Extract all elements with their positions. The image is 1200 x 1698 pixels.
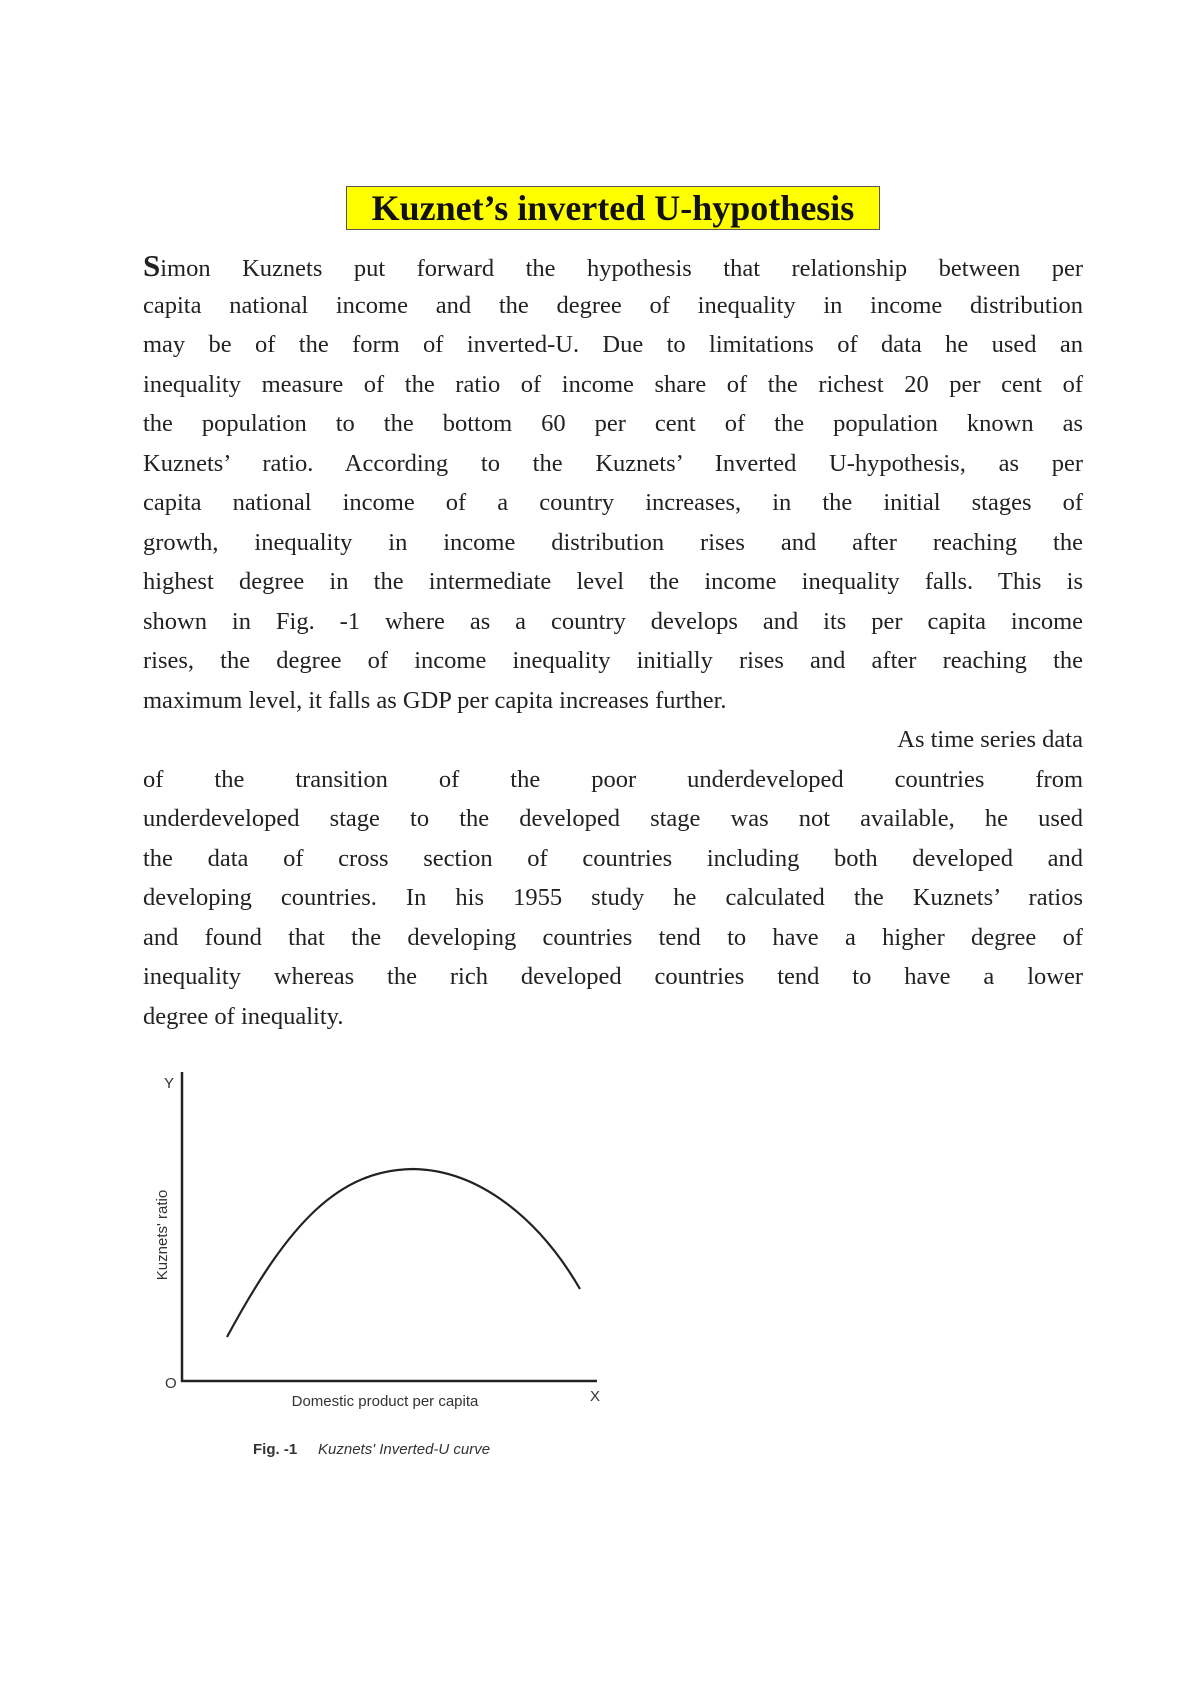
page-title: Kuznet’s inverted U-hypothesis bbox=[346, 186, 880, 230]
text-line: and found that the developing countries tend to have a higher degree of bbox=[143, 923, 1083, 951]
text-line: of the transition of the poor underdeveloped countries from bbox=[143, 765, 1083, 793]
drop-cap: S bbox=[143, 248, 161, 283]
text-line: growth, inequality in income distribution rises and after reaching the bbox=[143, 528, 1083, 556]
inverted-u-curve bbox=[227, 1169, 580, 1337]
origin-label: O bbox=[165, 1375, 177, 1392]
figure-caption-text: Kuznets' Inverted-U curve bbox=[318, 1441, 491, 1458]
text-line: underdeveloped stage to the developed stage was not available, he used bbox=[143, 805, 1083, 832]
text-line: As time series data bbox=[897, 726, 1083, 753]
text-line: the data of cross section of countries including both developed and bbox=[143, 844, 1083, 872]
text-line: developing countries. In his 1955 study he calculated the Kuznets’ ratios bbox=[143, 884, 1083, 911]
text-span: imon Kuznets put forward the hypothesis that relationship between per bbox=[160, 255, 1083, 282]
text-line: inequality whereas the rich developed countries tend to have a lower bbox=[143, 963, 1083, 990]
text-line: inequality measure of the ratio of income share of the richest 20 per cent of bbox=[143, 370, 1083, 398]
x-axis-letter: X bbox=[590, 1388, 601, 1405]
y-axis-letter: Y bbox=[164, 1075, 175, 1092]
text-line: shown in Fig. -1 where as a country develops and its per capita income bbox=[143, 607, 1083, 635]
y-axis-label: Kuznets' ratio bbox=[154, 1189, 171, 1281]
text-line: maximum level, it falls as GDP per capita increases further. bbox=[143, 686, 727, 714]
text-line: degree of inequality. bbox=[143, 1002, 344, 1030]
text-line: may be of the form of inverted-U. Due to limitations of data he used an bbox=[143, 331, 1083, 358]
text-line: capita national income and the degree of inequality in income distribution bbox=[143, 291, 1083, 319]
x-axis-label: Domestic product per capita bbox=[291, 1393, 479, 1410]
text-line: the population to the bottom 60 per cent of the population known as bbox=[143, 410, 1083, 437]
text-line: capita national income of a country increases, in the initial stages of bbox=[143, 489, 1083, 516]
text-line: highest degree in the intermediate level the income inequality falls. This is bbox=[143, 568, 1083, 595]
figure-caption-number: Fig. -1 bbox=[253, 1441, 298, 1458]
text-line: Kuznets’ ratio. According to the Kuznets’ Inverted U-hypothesis, as per bbox=[143, 449, 1083, 477]
text-line: rises, the degree of income inequality initially rises and after reaching the bbox=[143, 647, 1083, 674]
